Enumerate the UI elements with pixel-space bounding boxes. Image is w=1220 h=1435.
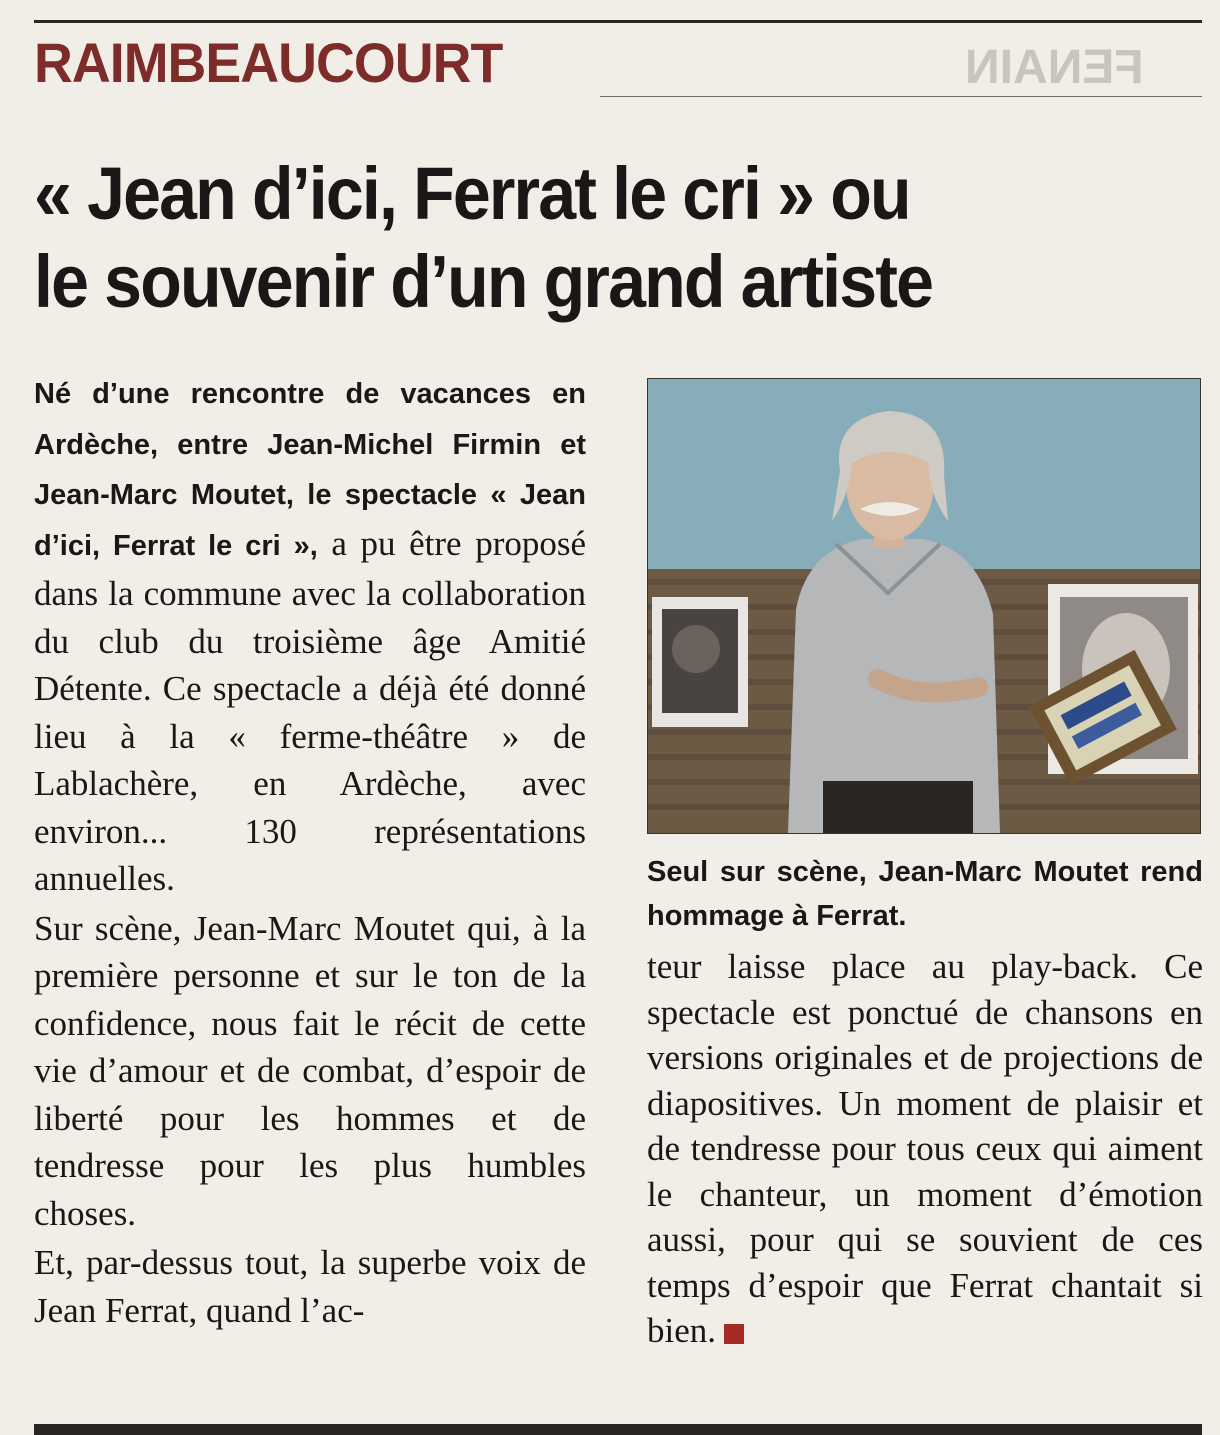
bottom-rule bbox=[34, 1424, 1202, 1435]
photo-caption: Seul sur scène, Jean-Marc Moutet rend hommage à Ferrat. bbox=[647, 856, 1203, 932]
continuation-text: teur laisse place au play-back. Ce spectacle est ponctué de chansons en versions originales et de projections de diapositives. Un moment de plaisir et de tendresse pour tous ceux qui aiment le chanteur, un moment d’émotion aussi, pour qui se souvient de ces temps d’espoir que Ferrat chantait si bien. bbox=[647, 947, 1203, 1350]
bleed-through-heading: FENAIN bbox=[965, 41, 1144, 94]
continued-text bbox=[647, 944, 1203, 1354]
article-headline bbox=[34, 150, 1092, 326]
right-column bbox=[647, 378, 1203, 1354]
article-photo bbox=[647, 378, 1201, 834]
top-rule bbox=[34, 20, 1202, 23]
body-paragraph-1: Sur scène, Jean-Marc Moutet qui, à la première personne et sur le ton de la confidence, nous fait le récit de cette vie d’amour et de combat, d’espoir de liberté pour les hommes et de tendresse pour les plus humbles choses. bbox=[34, 908, 586, 1233]
lead-paragraph bbox=[34, 368, 586, 903]
lead-regular: a pu être proposé dans la commune avec la collaboration du club du troisième âge Amitié Détente. Ce spectacle a déjà été donné lieu à la « ferme-théâtre » de Lablachère, en Ardèche, avec environ... 130 représentations annuelles. bbox=[34, 523, 587, 898]
kicker-rule bbox=[600, 96, 1202, 97]
section-kicker: RAIMBEAUCOURT bbox=[34, 31, 503, 94]
headline-line-2: le souvenir d’un grand artiste bbox=[34, 240, 933, 323]
continuation-paragraph bbox=[647, 944, 1203, 1354]
body-paragraph-2: Et, par-dessus tout, la superbe voix de Jean Ferrat, quand l’ac- bbox=[34, 1243, 586, 1330]
performer-photo-illustration bbox=[648, 379, 1200, 833]
lead-bold: Né d’une rencontre de vacances en Ardèche, entre Jean-Michel Firmin et Jean-Marc Moutet, le spectacle « Jean d’ici, Ferrat le cri », bbox=[34, 378, 586, 562]
left-column bbox=[34, 368, 586, 1336]
end-of-article-mark bbox=[724, 1324, 744, 1344]
headline-line-1: « Jean d’ici, Ferrat le cri » ou bbox=[34, 152, 910, 235]
